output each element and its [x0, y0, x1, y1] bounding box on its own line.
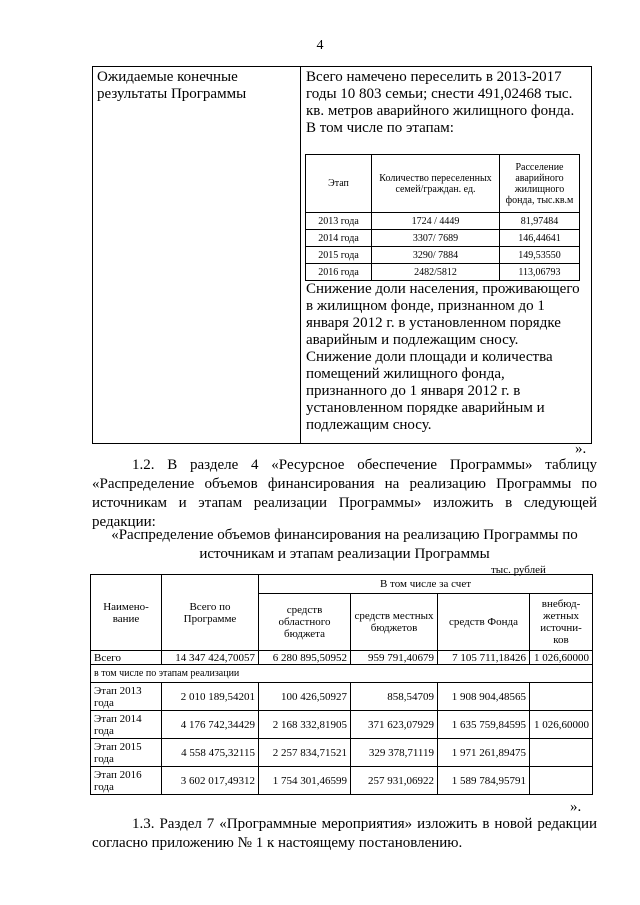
fin-stage-total: 2 010 189,54201 — [162, 683, 259, 711]
stages-header-area: Расселение аварийного жилищного фонда, тыс.кв.м — [500, 155, 580, 213]
fin-stage-total: 3 602 017,49312 — [162, 767, 259, 795]
fin-stage-extra: 1 026,60000 — [530, 711, 593, 739]
fin-stage-extra — [530, 739, 593, 767]
fin-total-fund: 7 105 711,18426 — [438, 651, 530, 665]
table-row — [91, 651, 593, 665]
fin-header-name: Наимено-вание — [91, 575, 162, 651]
table-row — [91, 711, 593, 739]
fin-total-local: 959 791,40679 — [351, 651, 438, 665]
fin-header-total: Всего по Программе — [162, 575, 259, 651]
fin-stage-local: 858,54709 — [351, 683, 438, 711]
fin-subheader-blank — [351, 665, 438, 683]
fin-header-local: средств местных бюджетов — [351, 594, 438, 651]
fin-stage-total: 4 176 742,34429 — [162, 711, 259, 739]
fin-stage-fund: 1 589 784,95791 — [438, 767, 530, 795]
stage-families: 3307/ 7689 — [372, 230, 500, 247]
stage-year: 2015 года — [306, 247, 372, 264]
fin-total-regional: 6 280 895,50952 — [259, 651, 351, 665]
stages-header-stage: Этап — [306, 155, 372, 213]
stage-area: 146,44641 — [500, 230, 580, 247]
table-row — [306, 247, 580, 264]
stage-year: 2016 года — [306, 264, 372, 281]
stages-header-families: Количество переселенных семей/граждан. ед. — [372, 155, 500, 213]
fin-subheader-blank — [438, 665, 530, 683]
fin-subheader-blank — [259, 665, 351, 683]
fin-stage-total: 4 558 475,32115 — [162, 739, 259, 767]
table-row — [306, 213, 580, 230]
stage-families: 3290/ 7884 — [372, 247, 500, 264]
finance-table-title: «Распределение объемов финансирования на реализацию Программы по источникам и этапам реализации Программы — [111, 527, 578, 562]
paragraph-1-2-text: 1.2. В разделе 4 «Ресурсное обеспечение Программы» таблицу «Распределение объемов финансирования на реализацию Программы по источникам и этапам реализации Программы» изложить в следующей редакции: — [92, 457, 597, 530]
results-content — [301, 67, 592, 444]
units-label: тыс. рублей — [491, 564, 546, 576]
fin-stage-regional: 2 257 834,71521 — [259, 739, 351, 767]
program-results-table — [92, 66, 592, 444]
fin-stage-fund: 1 908 904,48565 — [438, 683, 530, 711]
finance-table — [90, 574, 593, 795]
fin-stage-fund: 1 635 759,84595 — [438, 711, 530, 739]
closing-quote-2: ». — [570, 799, 582, 815]
fin-stage-regional: 1 754 301,46599 — [259, 767, 351, 795]
fin-stage-extra — [530, 683, 593, 711]
table-row — [306, 264, 580, 281]
paragraph-1-3 — [92, 815, 597, 853]
paragraph-1-3-text: 1.3. Раздел 7 «Программные мероприятия» изложить в новой редакции согласно приложению № 1 к настоящему постановлению. — [92, 816, 597, 851]
stage-area: 113,06793 — [500, 264, 580, 281]
fin-total-label: Всего — [91, 651, 162, 665]
outcome-area: Снижение доли площади и количества помещений жилищного фонда, признанного до 1 января 2012 г. в установленном порядке аварийным и подлежащим сносу. — [306, 349, 553, 433]
fin-header-group: В том числе за счет — [259, 575, 593, 594]
stage-families: 2482/5812 — [372, 264, 500, 281]
fin-stage-label: Этап 2013 года — [91, 683, 162, 711]
outcome-population: Снижение доли населения, проживающего в жилищном фонде, признанном до 1 января 2012 г. в установленном порядке аварийным и подлежащим сносу. — [306, 281, 580, 348]
table-row — [91, 739, 593, 767]
results-label: Ожидаемые конечные результаты Программы — [93, 67, 301, 444]
fin-stage-local: 257 931,06922 — [351, 767, 438, 795]
fin-subheader: в том числе по этапам реализации — [91, 665, 259, 683]
fin-header-regional: средств областного бюджета — [259, 594, 351, 651]
stage-families: 1724 / 4449 — [372, 213, 500, 230]
stages-table — [305, 154, 580, 281]
table-row — [91, 683, 593, 711]
stage-area: 149,53550 — [500, 247, 580, 264]
page-number: 4 — [316, 38, 324, 53]
stage-year: 2014 года — [306, 230, 372, 247]
fin-subheader-blank — [530, 665, 593, 683]
fin-stage-local: 329 378,71119 — [351, 739, 438, 767]
closing-quote: ». — [575, 441, 587, 457]
fin-total-extra: 1 026,60000 — [530, 651, 593, 665]
fin-stage-fund: 1 971 261,89475 — [438, 739, 530, 767]
fin-stage-regional: 2 168 332,81905 — [259, 711, 351, 739]
fin-total-value: 14 347 424,70057 — [162, 651, 259, 665]
paragraph-1-2 — [92, 456, 597, 532]
fin-header-fund: средств Фонда — [438, 594, 530, 651]
table-row — [306, 230, 580, 247]
fin-stage-label: Этап 2014 года — [91, 711, 162, 739]
fin-stage-label: Этап 2015 года — [91, 739, 162, 767]
fin-stage-label: Этап 2016 года — [91, 767, 162, 795]
fin-stage-regional: 100 426,50927 — [259, 683, 351, 711]
stage-year: 2013 года — [306, 213, 372, 230]
stage-area: 81,97484 — [500, 213, 580, 230]
fin-header-extra: внебюд-жетных источни-ков — [530, 594, 593, 651]
fin-stage-local: 371 623,07929 — [351, 711, 438, 739]
results-intro: Всего намечено переселить в 2013-2017 годы 10 803 семьи; снести 491,02468 тыс. кв. метров аварийного жилищного фонда. В том числе по этапам: — [306, 69, 575, 136]
fin-stage-extra — [530, 767, 593, 795]
table-row — [91, 767, 593, 795]
